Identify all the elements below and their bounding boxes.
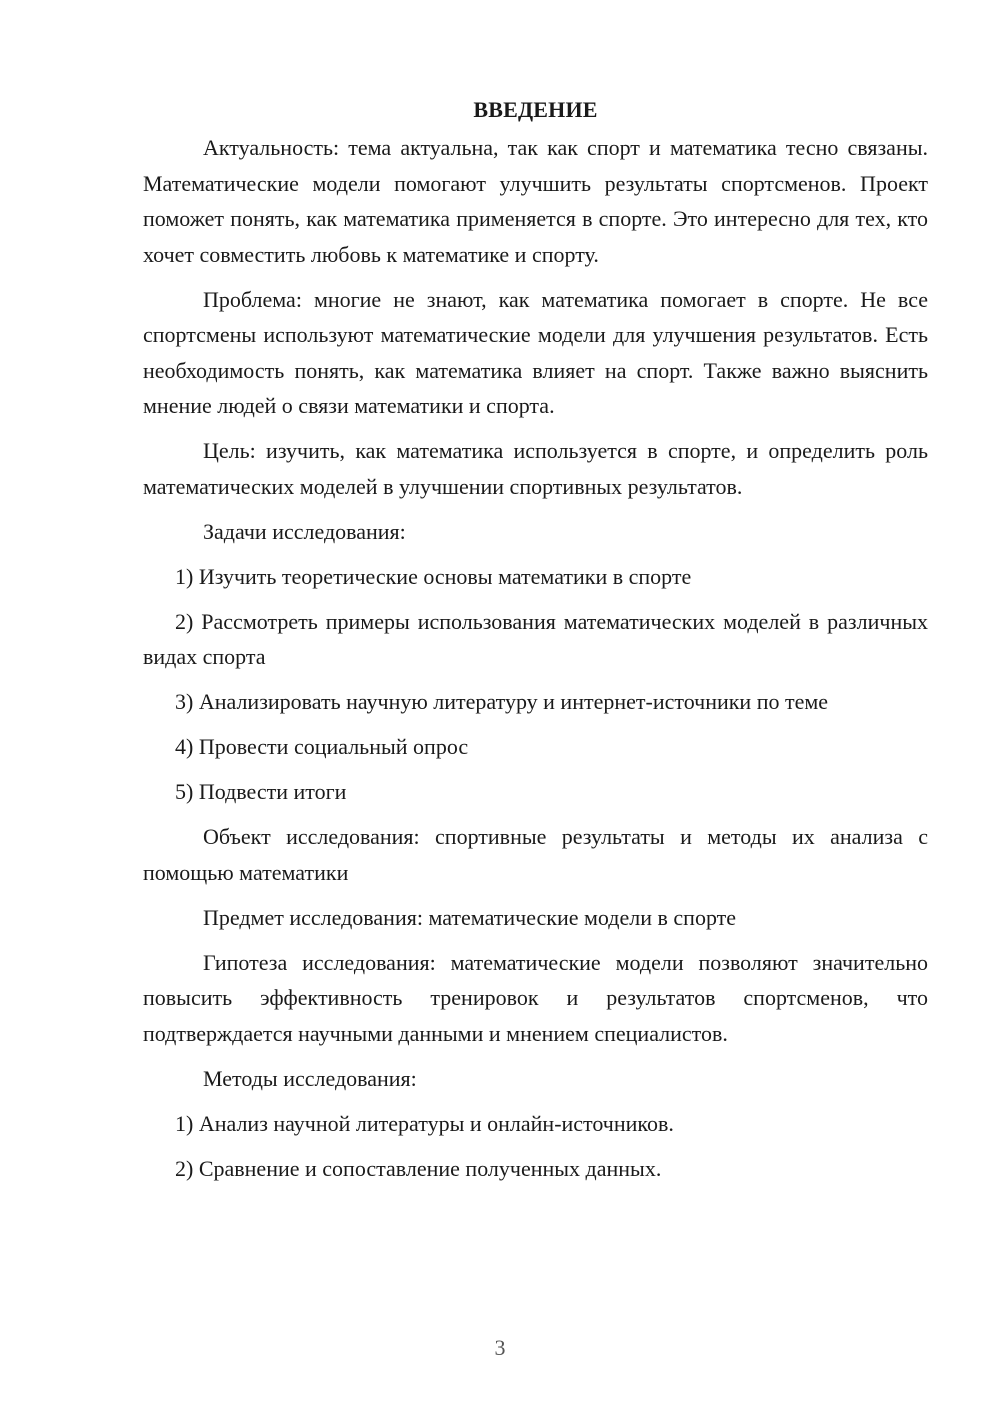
task-item: 4) Провести социальный опрос xyxy=(175,734,469,759)
section-title: ВВЕДЕНИЕ xyxy=(473,97,598,122)
task-item: 1) Изучить теоретические основы математики в спорте xyxy=(175,563,692,589)
methods-heading: Методы исследования: xyxy=(203,1065,417,1091)
paragraph-problem: Проблема: многие не знают, как математика помогает в спорте. Не все спортсмены используют математические модели для улучшения результатов. Есть необходимость понять, как математика влияет на спорт. Также важно выяснить мнение людей о связи математики и спорта. xyxy=(143,286,928,418)
tasks-heading: Задачи исследования: xyxy=(203,518,406,544)
task-item: 2) Рассмотреть примеры использования математических моделей в различных видах спорта xyxy=(143,608,928,669)
task-item: 5) Подвести итоги xyxy=(175,779,347,804)
paragraph-relevance: Актуальность: тема актуальна, так как спорт и математика тесно связаны. Математические модели помогают улучшить результаты спортсменов. Проект поможет понять, как математика применяется в спорте. Это интересно для тех, кто хочет совместить любовь к математике и спорту. xyxy=(143,135,928,267)
task-item: 3) Анализировать научную литературу и интернет-источники по теме xyxy=(175,689,829,714)
document-page xyxy=(143,92,928,1196)
paragraph-goal: Цель: изучить, как математика используется в спорте, и определить роль математических моделей в улучшении спортивных результатов. xyxy=(143,438,928,499)
page-number: 3 xyxy=(494,1335,506,1360)
paragraph-subject: Предмет исследования: математические модели в спорте xyxy=(203,904,737,930)
paragraph-hypothesis: Гипотеза исследования: математические модели позволяют значительно повысить эффективность тренировок и результатов спортсменов, что подтверждается научными данными и мнением специалистов. xyxy=(143,949,928,1046)
paragraph-object: Объект исследования: спортивные результаты и методы их анализа с помощью математики xyxy=(143,824,928,885)
method-item: 2) Сравнение и сопоставление полученных данных. xyxy=(175,1155,662,1181)
method-item: 1) Анализ научной литературы и онлайн-источников. xyxy=(175,1110,674,1136)
